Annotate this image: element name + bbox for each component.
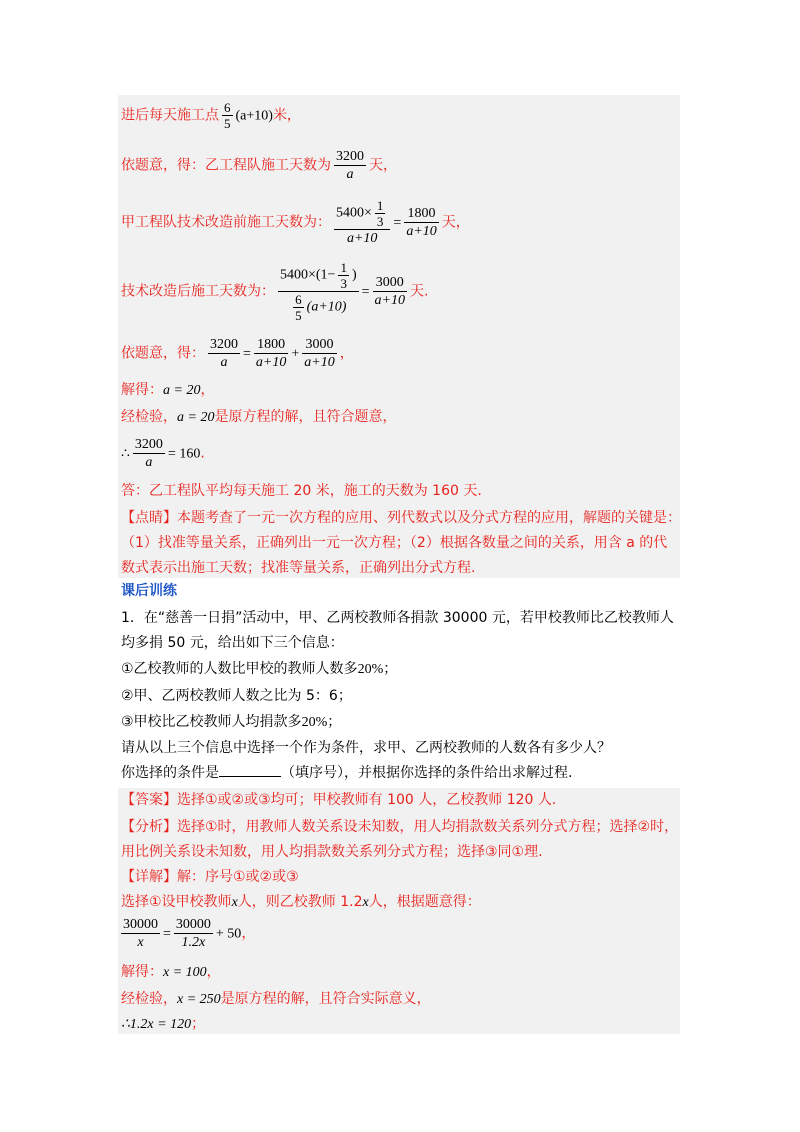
denominator: a [220, 355, 228, 370]
fraction [375, 198, 386, 229]
numerator: 6 [224, 100, 231, 115]
detail-line [121, 868, 299, 886]
math-expr: + 50 [215, 926, 242, 942]
fraction [334, 198, 390, 247]
analysis-line-1 [121, 818, 678, 836]
numerator: 30000 [175, 917, 211, 932]
fraction [174, 916, 213, 951]
fraction [121, 916, 160, 951]
solution-line-4 [121, 260, 428, 323]
text: 你选择的条件是 [121, 765, 219, 781]
problem-info-1 [121, 660, 397, 679]
solution-line-3 [121, 198, 470, 247]
fraction [293, 292, 304, 323]
detail-line-2 [121, 893, 481, 912]
math-expr: 20% [357, 662, 384, 677]
answer-blank[interactable] [219, 764, 281, 777]
numerator: 3000 [373, 274, 407, 292]
text: 解：序号①或②或③ [177, 869, 299, 885]
denominator: 1.2x [181, 935, 206, 950]
text: . [200, 445, 205, 462]
comment-tag: 【点睛】 [121, 510, 177, 526]
text: 解得： [121, 964, 163, 980]
text: ； [191, 1016, 206, 1032]
problem-info-2: ②甲、乙两校教师人数之比为 5：6； [121, 688, 352, 704]
text: 是原方程的解，且符合实际意义， [220, 991, 431, 1007]
solve-line [121, 963, 221, 982]
equals-sign: = [361, 284, 370, 300]
text: 选择①或②或③均可；甲校教师有 100 人，乙校教师 120 人. [177, 792, 557, 808]
problem-line-1: 1．在“慈善一日捐”活动中，甲、乙两校教师各捐款 30000 元，若甲校教师比乙校教师人 [121, 610, 674, 626]
problem-line-2: 均多捐 50 元，给出如下三个信息： [121, 635, 344, 651]
solution-line-5 [121, 336, 354, 371]
denominator: a+10 [374, 293, 405, 308]
comment-line-3: 数式表示出施工天数；找准等量关系，正确列出分式方程. [121, 560, 476, 576]
text: ， [206, 964, 221, 980]
section-title: 课后训练 [121, 583, 177, 599]
fraction [338, 260, 349, 291]
fraction [334, 148, 366, 183]
text: 选择①设甲校教师 [121, 894, 232, 910]
analysis-tag: 【分析】 [121, 819, 177, 835]
plus-sign: + [291, 346, 300, 362]
fraction [278, 260, 359, 323]
math-expr: ∴1.2x = 120 [121, 1017, 192, 1032]
text: 天. [409, 283, 429, 300]
numerator: 1800 [404, 205, 438, 223]
text: ③甲校比乙校教师人均捐款多 [121, 714, 302, 730]
solution-line-6 [121, 381, 214, 400]
answer-tag: 【答案】 [121, 792, 177, 808]
problem-info-3 [121, 713, 341, 732]
fraction [404, 205, 438, 240]
numerator: 3000 [302, 336, 336, 354]
math-expr: x = 100 [163, 965, 207, 980]
text: ， [339, 345, 354, 362]
solution-line-8 [121, 436, 205, 471]
result-line [121, 1015, 205, 1034]
solution-line-2 [121, 148, 397, 183]
denominator: a [145, 455, 153, 470]
equals-sign: = [243, 346, 251, 362]
denominator: a+10 [304, 355, 335, 370]
math-var: x [362, 895, 369, 910]
text: 依题意，得： [121, 345, 205, 362]
numerator: 1800 [254, 336, 288, 354]
math-expr: a = 20 [163, 383, 201, 398]
text: 技术改造后施工天数为： [121, 283, 275, 300]
fraction [222, 100, 233, 131]
numerator: ) [351, 267, 357, 283]
denominator: a+10 [406, 224, 437, 239]
detail-tag: 【详解】 [121, 869, 177, 885]
text: ； [383, 661, 398, 677]
numerator: 3200 [210, 337, 238, 352]
analysis-line-2: 用比例关系设未知数，用人均捐款数关系列分式方程；选择③同①理. [121, 844, 543, 860]
answer-line [121, 791, 556, 809]
fraction [254, 336, 288, 371]
denominator: 5 [224, 116, 231, 131]
denominator: a+10 [346, 231, 378, 246]
comment-line-2: （1）找准等量关系，正确列出一元一次方程；（2）根据各数量之间的关系，用含 a 的代 [121, 535, 668, 551]
fraction [133, 436, 165, 471]
math-expr: = 160 [167, 446, 201, 462]
text: ， [200, 382, 215, 398]
numerator: 3200 [134, 437, 163, 452]
numerator: 1 [376, 198, 384, 213]
text: （填序号），并根据你选择的条件给出求解过程. [281, 765, 573, 781]
text: 是原方程的解，且符合题意， [214, 409, 397, 425]
text: 经检验， [121, 409, 177, 425]
text: 本题考查了一元一次方程的应用、列代数式以及分式方程的应用，解题的关键是： [177, 510, 681, 526]
therefore-symbol: ∴ [121, 445, 130, 462]
denominator: a [346, 167, 354, 182]
equation-line [121, 916, 255, 951]
text: 人，根据题意得： [368, 894, 481, 910]
numerator: 5400×(1− [280, 267, 336, 283]
equals-sign: = [163, 926, 171, 942]
fraction [208, 336, 240, 371]
text: ， [241, 925, 256, 942]
text: 经检验， [121, 991, 177, 1007]
numerator: 5400× [336, 205, 372, 221]
denominator: a+10 [255, 355, 287, 370]
denominator: 3 [340, 276, 347, 291]
problem-line-6: 请从以上三个信息中选择一个作为条件，求甲、乙两校教师的人数各有多少人？ [121, 740, 611, 756]
solution-line-7 [121, 408, 396, 427]
equals-sign: = [393, 215, 402, 231]
text: 米， [272, 107, 301, 124]
denominator: 5 [295, 308, 302, 323]
math-expr: 20% [301, 715, 328, 730]
numerator: 30000 [123, 917, 158, 932]
check-line [121, 990, 431, 1009]
text: 解得： [121, 382, 163, 398]
text: ①乙校教师的人数比甲校的教师人数多 [121, 661, 358, 677]
text: 进后每天施工点 [121, 107, 219, 124]
fraction [302, 336, 336, 371]
comment-line-1 [121, 509, 681, 527]
numerator: 6 [295, 292, 302, 307]
text: 天， [441, 214, 470, 231]
denominator: 3 [376, 214, 384, 229]
math-var: x [231, 895, 238, 910]
text: 天， [369, 157, 397, 174]
problem-line-7 [121, 764, 572, 782]
denominator: (a+10) [306, 299, 347, 315]
denominator: x [137, 935, 144, 950]
numerator: 1 [340, 260, 347, 275]
solution-answer: 答：乙工程队平均每天施工 20 米，施工的天数为 160 天. [121, 483, 482, 499]
text: 甲工程队技术改造前施工天数为： [121, 214, 331, 231]
numerator: 3200 [336, 149, 364, 164]
text: 选择①时，用教师人数关系设未知数，用人均捐款数关系列分式方程；选择②时， [177, 819, 679, 835]
text: 依题意，得：乙工程队施工天数为 [121, 157, 331, 174]
math-expr: a = 20 [177, 410, 215, 425]
fraction [373, 274, 407, 309]
text: ； [327, 714, 342, 730]
math-expr: x = 250 [177, 992, 221, 1007]
math-expr: (a+10) [235, 108, 273, 124]
solution-line-1 [121, 100, 301, 131]
text: 人，则乙校教师 1.2 [237, 894, 363, 910]
